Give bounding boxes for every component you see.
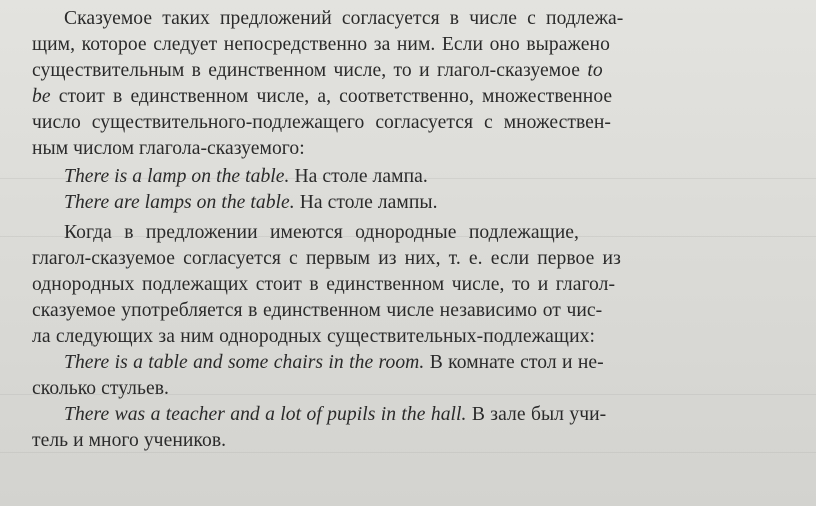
- text-line: Сказуемое таких предложений согласуется в числе с подлежа-: [64, 8, 624, 29]
- bleed-through-line: [0, 452, 816, 453]
- russian-translation: В комнате стол и не-: [429, 352, 604, 373]
- text-line: однородных подлежащих стоит в единственном числе, то и глагол-: [32, 274, 616, 295]
- text-line: Когда в предложении имеются однородные подлежащие,: [64, 222, 579, 243]
- example-line: [32, 402, 786, 428]
- paragraph-homogeneous-subjects: [32, 220, 786, 350]
- examples-group-2: [32, 350, 786, 454]
- english-example: There are lamps on the table.: [64, 192, 295, 213]
- example-line: [32, 190, 786, 216]
- bleed-through-line: [0, 394, 816, 395]
- text-line: [32, 84, 786, 110]
- example-line: [32, 164, 786, 190]
- text-line: ным числом глагола-сказуемого:: [32, 138, 305, 159]
- text-span: существительным в единственном числе, то и глагол-сказуемое: [32, 60, 580, 81]
- text-line: глагол-сказуемое согласуется с первым из них, т. е. если первое из: [32, 248, 621, 269]
- example-line: [32, 350, 786, 376]
- text-span: стоит в единственном числе, а, соответственно, множественное: [58, 86, 613, 107]
- italic-term: be: [32, 86, 51, 107]
- bleed-through-line: [0, 178, 816, 179]
- english-example: There is a table and some chairs in the room.: [64, 352, 425, 373]
- russian-translation: На столе лампа.: [294, 166, 428, 187]
- english-example: There is a lamp on the table.: [64, 166, 290, 187]
- text-line: число существительного-подлежащего согласуется с множествен-: [32, 112, 612, 133]
- italic-term: to: [587, 60, 603, 81]
- examples-group-1: [32, 164, 786, 216]
- paragraph-subject-verb-agreement: [32, 6, 786, 162]
- text-line: сколько стульев.: [32, 378, 169, 399]
- text-line: сказуемое употребляется в единственном числе независимо от чис-: [32, 300, 603, 321]
- text-line: тель и много учеников.: [32, 430, 227, 451]
- russian-translation: На столе лампы.: [299, 192, 438, 213]
- text-line: щим, которое следует непосредственно за ним. Если оно выражено: [32, 34, 610, 55]
- text-line: ла следующих за ним однородных существительных-подлежащих:: [32, 326, 595, 347]
- english-example: There was a teacher and a lot of pupils in the hall.: [64, 404, 467, 425]
- bleed-through-line: [0, 236, 816, 237]
- russian-translation: В зале был учи-: [471, 404, 607, 425]
- text-line: [32, 58, 786, 84]
